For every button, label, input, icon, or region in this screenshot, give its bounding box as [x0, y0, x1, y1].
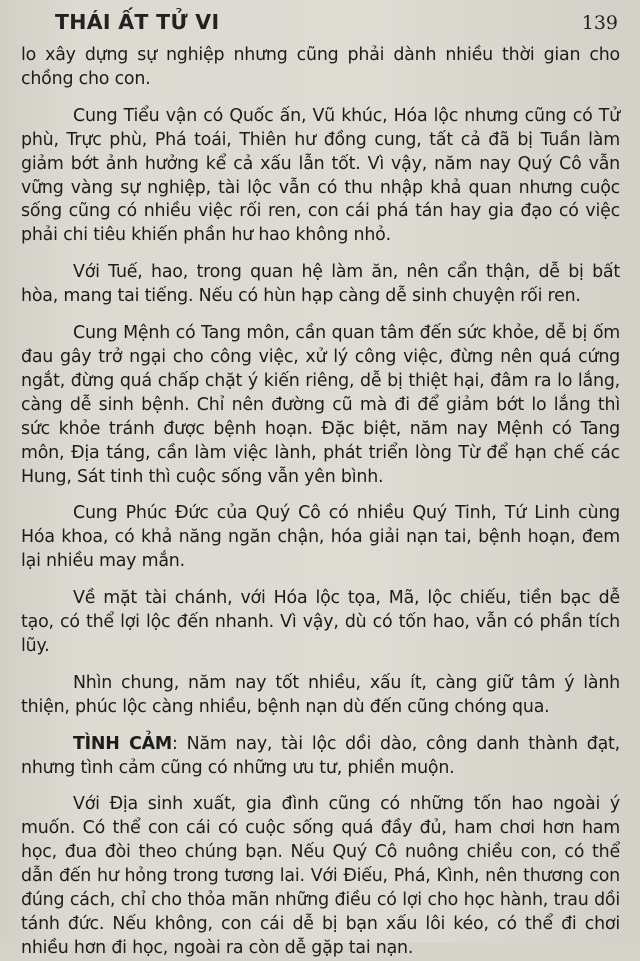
- running-title: THÁI ẤT TỬ VI: [55, 10, 220, 34]
- paragraph-tue-hao: Với Tuế, hao, trong quan hệ làm ăn, nên cẩn thận, dễ bị bất hòa, mang tai tiếng. Nếu có hùn hạp càng dễ sinh chuyện rối ren.: [21, 262, 620, 307]
- page-number: 139: [581, 12, 618, 34]
- paragraph-tieu-van: Cung Tiểu vận có Quốc ấn, Vũ khúc, Hóa lộc nhưng cũng có Tử phù, Trực phù, Phá toái, Thiên hư đồng cung, tất cả đã bị Tuần làm giảm bớt ảnh hưởng kể cả xấu lẫn tốt. Vì vậy, năm nay Quý Cô vẫn vững vàng sự nghiệp, tài lộc vẫn có thu nhập khả quan nhưng cuộc sống cũng có nhiều việc rối ren, con cái phá tán hay gia đạo có việc phải chi tiêu khiến phần hư hao không nhỏ.: [21, 105, 620, 246]
- paragraph-nhin-chung: Nhìn chung, năm nay tốt nhiều, xấu ít, càng giữ tâm ý lành thiện, phúc lộc càng nhiều, bệnh nạn dù đến cũng chóng qua.: [21, 672, 620, 717]
- paragraph-cung-menh: Cung Mệnh có Tang môn, cần quan tâm đến sức khỏe, dễ bị ốm đau gây trở ngại cho công việc, xử lý công việc, đừng nên quá cứng ngắt, đừng quá chấp chặt ý kiến riêng, dễ bị thiệt hại, đâm ra lo lắng, càng dễ sinh bệnh. Chỉ nên đường cũ mà đi để giảm bớt lo lắng thì sức khỏe tránh được bệnh hoạn. Đặc biệt, năm nay Mệnh có Tang môn, Địa táng, cần làm việc lành, phát triển lòng Từ để hạn chế các Hung, Sát tinh thì cuộc sống vẫn yên bình.: [21, 323, 620, 487]
- paragraph-phuc-duc: Cung Phúc Đức của Quý Cô có nhiều Quý Tinh, Tứ Linh cùng Hóa khoa, có khả năng ngăn chận, hóa giải nạn tai, bệnh hoạn, đem lại nhiều may mắn.: [21, 503, 620, 572]
- paragraph-continuation: lo xây dựng sự nghiệp nhưng cũng phải dành nhiều thời gian cho chồng cho con.: [21, 45, 620, 89]
- paragraph-dia-sinh: Với Địa sinh xuất, gia đình cũng có những tốn hao ngoài ý muốn. Có thể con cái có cuộc sống quá đầy đủ, ham chơi hơn ham học, đua đòi theo chúng bạn. Nếu Quý Cô nuông chiều con, có thể dẫn đến hư hỏng trong tương lai. Với Điếu, Phá, Kình, nên thương con đúng cách, chỉ cho thỏa mãn những điều có lợi cho học hành, trau dồi tánh đức. Nếu không, con cái dễ bị bạn xấu lôi kéo, có thể đi chơi nhiều hơn đi học, ngoài ra còn dễ gặp tai nạn.: [21, 794, 620, 958]
- paragraph-tinh-cam: [21, 733, 620, 781]
- paragraph-tai-chanh: Về mặt tài chánh, với Hóa lộc tọa, Mã, lộc chiếu, tiền bạc dễ tạo, có thể lợi lộc đến nhanh. Vì vậy, dù có tốn hao, vẫn có phần tích lũy.: [21, 588, 620, 656]
- section-label-tinh-cam: TÌNH CẢM: [73, 733, 173, 754]
- body-text: [21, 44, 620, 961]
- page-header: [21, 8, 620, 44]
- tinh-cam-text: : Năm nay, tài lộc dồi dào, công danh thành đạt, nhưng tình cảm cũng có những ưu tư, phiền muộn.: [21, 733, 620, 778]
